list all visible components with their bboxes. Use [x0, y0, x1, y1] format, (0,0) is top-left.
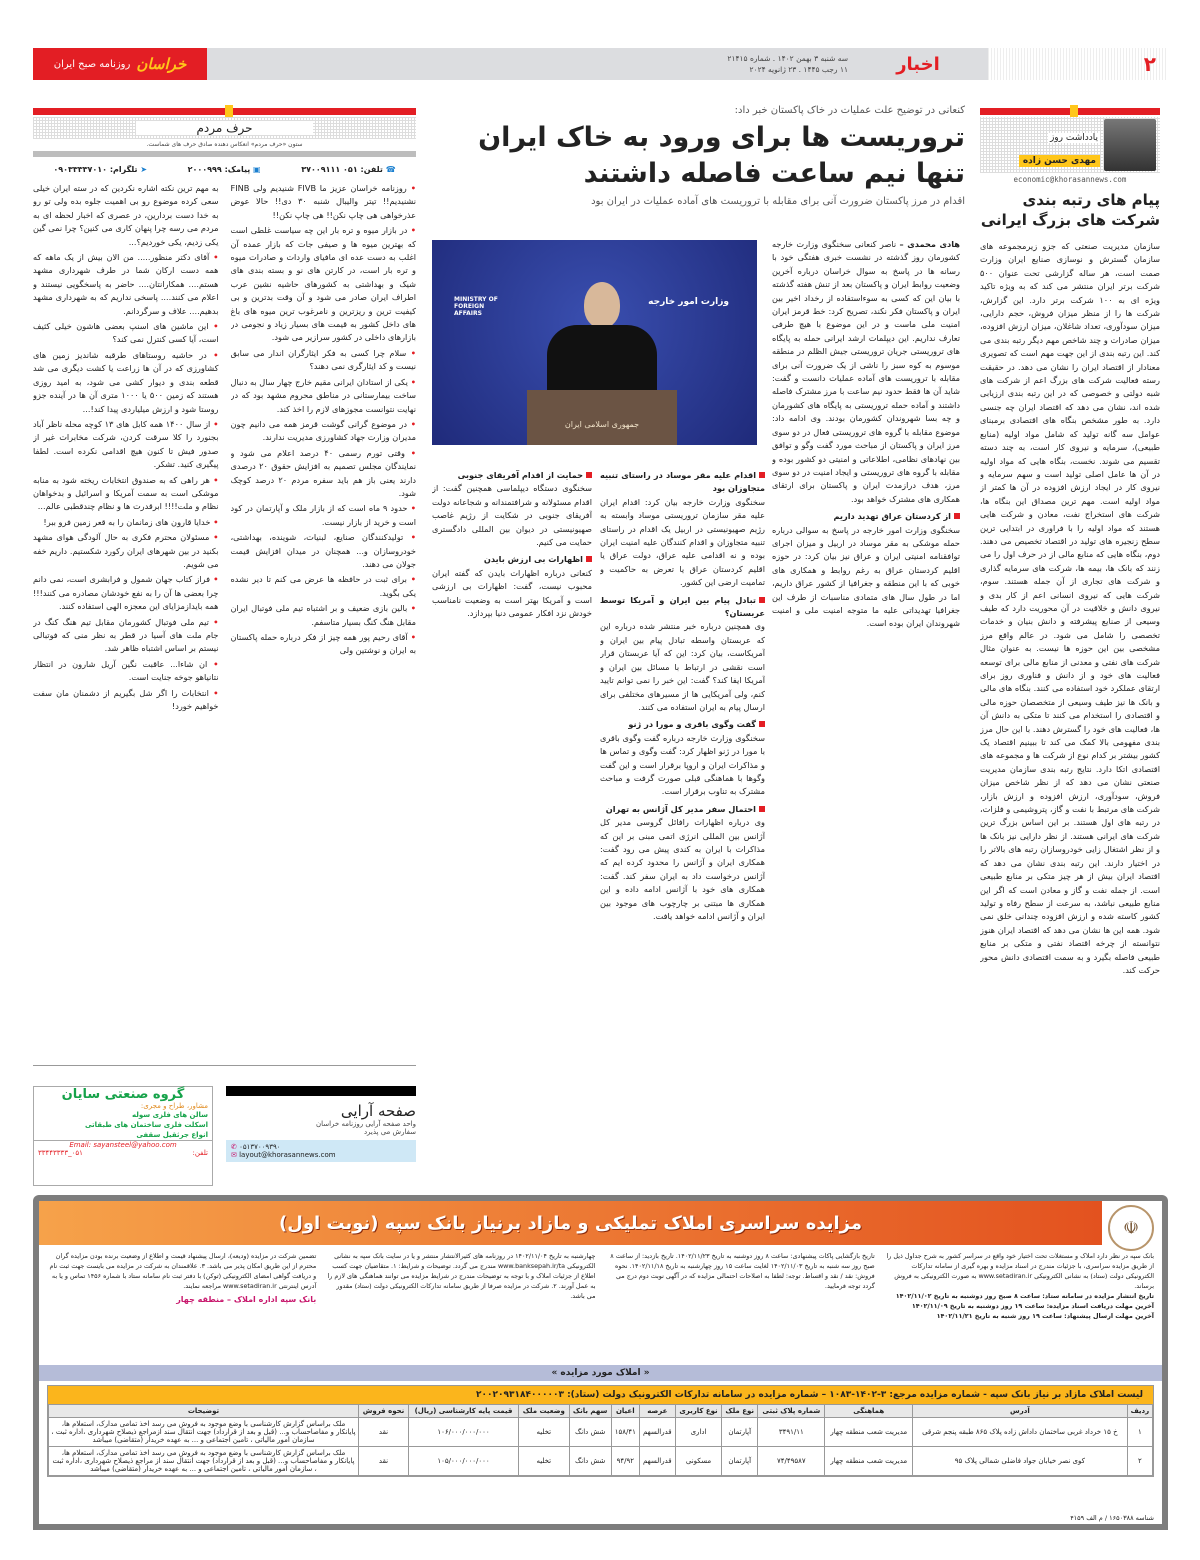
- col-header: عرصه: [639, 1405, 675, 1418]
- col-header: نحوه فروش: [359, 1405, 409, 1418]
- people-col-right: [231, 182, 417, 1042]
- divider: [33, 151, 416, 157]
- comment: • آقای دکتر منظور..... من الان بیش از یک ماهه که همه دست ارکان شما در طرف شهرداری مشهد هستم.... همکارانتان.... حاضر به پاسخگویی نیستند و اعلام می کنند.... پاسخی نداریم که به شهرداری مشهد بدهیم.... علاف و سرگردانم.: [33, 251, 219, 318]
- subtext-south-africa: سخنگوی دستگاه دیپلماسی همچنین گفت: از اقدام مسئولانه و شرافتمندانه و شجاعانه دولت آفریقای جنوبی در شکایت از رژیم غاصب صهیونیستی در دیوان بین المللی دادگستری حمایت می کنیم.: [432, 483, 592, 548]
- comment: • در حاشیه روستاهای طرقبه شاندیز زمین های کشاورزی که در آن ها زراعت یا کشت دیگری می شد قطعه بندی و دیوار کشی می شود، به امید روزی هستند که زمین ۵۰۰ یا ۱۰۰۰ متری آن ها در آینده جزو روستا شود و ارزش میلیاردی پیدا کند!...: [33, 349, 219, 416]
- cell: ملک براساس گزارش کارشناسی با وضع موجود به فروش می رسد اخذ تمامی مدارک، استعلام ها، پایانکار و مفاصاحساب و... (قبل و بعد از قرارداد) جهت انتقال سند از مراجع ذیصلاح شهرداری ،اداره ثبت ، سازمان امور مالیاتی ، تامین اجتماعی و ... به عهده خریدار (متقاضی) میباشد: [49, 1447, 359, 1476]
- cell: ۷۴/۴۹۵۸۷: [758, 1447, 825, 1476]
- col-header: ردیف: [1127, 1405, 1152, 1418]
- comment: • تیم ملی فوتبال کشورمان مقابل تیم هنگ کنگ در جام ملت های آسیا در قطر به نظر منی که فوتبالی نیستم بر اساس اشتباه ظاهر شد.: [33, 616, 219, 656]
- phone-icon: ☎: [385, 165, 396, 174]
- comment: • خدایا قارون های زمانمان را به قعر زمین فرو ببر!: [33, 516, 219, 529]
- col-header: توضیحات: [49, 1405, 359, 1418]
- page-number: ۲: [988, 48, 1168, 80]
- auction-ad: [33, 1195, 1168, 1530]
- phone-label: تلفن:: [360, 165, 383, 174]
- subhead-iaea: احتمال سفر مدیر کل آژانس به تهران: [600, 803, 765, 816]
- layout-ad-title: صفحه آرایی: [340, 1102, 416, 1120]
- lead-col-3: [432, 465, 592, 1165]
- cell: ۱: [1127, 1418, 1152, 1447]
- sms-icon: ▣: [253, 165, 261, 174]
- lead-headline-2: تنها نیم ساعت فاصله داشتند: [583, 158, 965, 189]
- phone-icon: ✆: [231, 1143, 237, 1151]
- col-header: شماره پلاک ثبتی: [758, 1405, 825, 1418]
- telegram-contact[interactable]: [53, 165, 147, 174]
- comment: • سلام چرا کسی به فکر ایثارگران اندار می سابق نیست و کد ایثارگری نمی دهند؟: [231, 347, 417, 374]
- sayan-services: [34, 1110, 212, 1140]
- comment: • مسئولان محترم فکری به حال آلودگی هوای مشهد بکنید در بین شهرهای ایران رکورد شکستیم. داریم خفه می شویم.: [33, 531, 219, 571]
- cell: مدیریت شعب منطقه چهار: [825, 1447, 913, 1476]
- properties-table: [48, 1404, 1153, 1476]
- sms-label: پیامک:: [224, 165, 251, 174]
- cell: تخلیه: [519, 1447, 569, 1476]
- opinion-column: [980, 108, 1160, 1100]
- auction-col4: [47, 1251, 316, 1359]
- sayan-sub: مشاور، طراح و مجری:: [140, 1102, 208, 1110]
- podium: [527, 390, 677, 445]
- opinion-title: پیام های رتبه بندی شرکت های بزرگ ایرانی: [980, 191, 1160, 229]
- table-row: [49, 1447, 1153, 1476]
- people-body: [33, 182, 416, 1042]
- lead-col-2: [600, 465, 765, 1165]
- sayan-email[interactable]: Email: sayansteel@yahoo.com: [34, 1140, 212, 1149]
- date-line-1: سه شنبه ۳ بهمن ۱۴۰۲ . شماره ۲۱۴۱۵: [727, 54, 848, 63]
- comment: • این ماشین های اسنپ بعضی هاشون خیلی کثیف است، آیا کسی کنترل نمی کند؟: [33, 320, 219, 347]
- auction-inner: [39, 1201, 1162, 1524]
- telegram-number: ۰۹۰۳۳۳۳۷۰۱۰: [53, 165, 108, 174]
- col-header: اعیان: [611, 1405, 639, 1418]
- people-header: [33, 117, 416, 139]
- date-line-2: ۱۱ رجب ۱۴۴۵ . ۲۳ ژانویه ۲۰۲۴: [749, 65, 848, 74]
- cell: ۱۰۵/۰۰۰/۰۰۰/۰۰۰: [408, 1447, 518, 1476]
- lead-headline-1: تروریست ها برای ورود به خاک ایران: [478, 122, 965, 153]
- issue-date: [207, 48, 848, 80]
- layout-ad-line2: سفارش می پذیرد: [363, 1128, 416, 1136]
- subhead-mossad: اقدام علیه مقر موساد در راستای تنبیه متجاوزان بود: [600, 469, 765, 496]
- auction-col2: تاریخ بازگشایی پاکات پیشنهادی: ساعت ۸ روز دوشنبه به تاریخ ۱۴۰۲/۱۱/۲۳. تاریخ بازدید: از ساعت ۸ صبح روز سه شنبه به تاریخ ۱۴۰۲/۱۱/۰۳ لغایت ساعت ۱۵ روز چهارشنبه به تاریخ ۱۴۰۲/۱۱/۱۸. نحوه فروش: نقد / نقد و اقساط. توجه: لطفا به اصلاحات احتمالی مزایده که در آگهی نوبت دوم درج می گردد توجه فرمایید.: [610, 1252, 875, 1290]
- comment: • یکی از استادان ایرانی مقیم خارج چهار سال به دنبال ساخت بیمارستانی در مناطق محروم مشهد بود که در نهایت نتوانست مجوزهای لازم را اخذ کند.: [231, 376, 417, 416]
- cell: ۱۵۸/۴۱: [611, 1418, 639, 1447]
- ads-area: [33, 1065, 416, 1190]
- property-table: [47, 1385, 1154, 1477]
- comment: به مهم ترین نکته اشاره نکردین که در سته ایران خیلی سعی کرده موضوع رو بی اهمیت جلوه بده ولی تو رو به خدا دست بردارین، در عصری که اخبار لحظه ای به مردم می رسه چرا پنهان کاری می کنین؟ چرا نمی گین یکی زدیم، یکی خوردیم؟...: [33, 183, 219, 247]
- opinion-body: سازمان مدیریت صنعتی که جزو زیرمجموعه های سازمان گسترش و نوسازی صنایع ایران وزارت صمت است، هر ساله گزارشی تحت عنوان ۵۰۰ شرکت برتر ایران منتشر می کند که به ویژه تاکید ویژه ای به ۱۰۰ شرکت برتر دارد. این گزارش، شرکت ها را از منظر میزان فروش، حجم دارایی، میزان سودآوری، تعداد شاغلان، میزان ارزش افزوده، میزان صادرات و چند شاخص مهم دیگر رتبه بندی می کند. این رتبه بندی از این جهت مهم است که تصویری معنادار از اقتصاد ایران را نشان می دهد. در حقیقت رسته فعالیت شرکت های بزرگ اعم از شرکت های شبه دولتی و خصوصی که در این رتبه بندی ارزیابی شده اند، نشان می دهد که اقتصاد ایران چه جنسی دارد. به طور مشخص بنگاه های اقتصادی برمبنای عوامل سه گانه تولید که شامل مواد اولیه (منابع طبیعی)، سرمایه و نیروی کار است، به چند دسته تقسیم می شوند. نخست، بنگاه هایی که مواد اولیه در آن ها عامل اصلی تولید است و سهم سرمایه و نیروی کار در ایجاد ارزش افزوده در آن ها کمتر از مواد اولیه است. مهم ترین مصداق این بنگاه ها، شرکت های استخراج نفت، معادن و شرکت هایی هستند که مواد اولیه را با فراوری در ابتدایی ترین سطح زنجیره های تولید در اقتصاد تخصیص می دهند. دوم، بنگاه هایی که منابع مالی از در حرف اول را می زنند که بانک ها، بیمه ها، شرکت های سرمایه گذاری و شرکت های تجاری از آن جمله هستند. سوم، شرکت هایی که نیروی انسانی اعم از کار بدی و نیروی دانش و خلاقیت در آن محوریت دارد که طیف وسیعی از صنایع پیشرفته و دانش بنیان و خدمات تخصصی را شامل می شود. در عالم واقع مرز مشخصی بین این حوزه ها نیست. به عنوان مثال شرکت های نفتی و معدنی از منابع مالی برای توسعه فعالیت های خود و از دانش و فناوری روز برای ارتقای عملکرد خود استفاده می کنند. بنگاه های مالی و بانک ها نیز طیف وسیعی از متخصصان حوزه مالی و اقتصادی را استخدام می کنند تا متکی به دانش آن ها، فعالیت های خود را گسترش دهند. با این حال مرز بندی مفهومی بالا کمک می کند تا ببینیم اقتصاد یک کشور بیشتر بر کدام نوع از شرکت ها و مجموعه های اقتصادی اتکا دارد. نتایج رتبه بندی سازمان مدیریت صنعتی نشان می دهد که از نظر شاخص میزان فروش، سودآوری، ارزش افزوده و ارزش بازار، شرکت های مرتبط با نفت و گاز، پتروشیمی و فلزات، در رتبه های اول هستند. بر این اساس بزرگ ترین شرکت های ایرانی هستند. از نظر دارایی نیز بانک ها و از نظر اشتغال زایی خودروسازان رتبه های بالاتر را در اختیار دارند. این رتبه بندی نشان می دهد که اقتصاد ایران بیش از هر چیز متکی بر منابع طبیعی است. از جمله نفت و گاز و معادن است که اگر این منابع طبیعی نباشد، به سرعت از سطح رفاه و تولید کشور کاسته شده و ارزش افزوده چندانی خلق نمی شود. همه این ها نشان می دهد که اقتصاد ایران هنوز نتوانسته از چرخه اقتصاد نفتی و متکی بر منابع طبیعی فاصله بگیرد و به سمت اقتصادی دانش محور حرکت کند.: [980, 241, 1160, 975]
- comment: • تولیدکنندگان صنایع، لبنیات، شوینده، بهداشتی، خودروسازان و... همچنان در میدان افزایش قیمت جولان می دهند.: [231, 531, 417, 571]
- auction-col3: چهارشنبه به تاریخ ۱۴۰۲/۱۱/۰۴ در روزنامه های کثیرالانتشار منتشر و یا در سایت بانک سپه به نشانی الکترونیکی www.banksepah.ir/ta مندرج می گردد. توضیحات و شرایط: ۱. متقاضیان جهت کسب اطلاع از جزئیات املاک و با توجه به توضیحات مندرج در شرایط مزایده می توانند هماهنگی های لازم را به عمل آورند. ۲. شرکت در مزایده صرفا از طریق سامانه تدارکات الکترونیکی دولت (ستاد) مقدور می باشد.: [327, 1252, 596, 1300]
- phone-number: ۰۵۱ ۳۷۰۰۹۱۱۱: [301, 165, 358, 174]
- telegram-label: تلگرام:: [109, 165, 138, 174]
- cell: نقد: [359, 1418, 409, 1447]
- lead-kicker: کنعانی در توضیح علت عملیات در خاک پاکستان خبر داد:: [734, 105, 965, 116]
- contact-bar: [33, 165, 416, 174]
- sayan-ad[interactable]: [33, 1086, 213, 1186]
- cell: آپارتمان: [722, 1418, 758, 1447]
- masthead: [33, 48, 1168, 80]
- cell: شش دانگ: [569, 1447, 611, 1476]
- newspaper-logo[interactable]: [33, 48, 207, 80]
- bank-sepah-emblem-icon: ☫: [1108, 1205, 1154, 1251]
- col-header: وضعیت ملک: [519, 1405, 569, 1418]
- lead-col-1: [772, 238, 960, 1158]
- author-email[interactable]: economic@khorasannews.com: [1013, 175, 1127, 184]
- service-item: اسکلت فلزی ساختمان های طبقاتی: [84, 1121, 208, 1129]
- people-col-left: [33, 182, 219, 1042]
- cell: ۹۴/۹۲: [611, 1447, 639, 1476]
- layout-phone[interactable]: ۰۵۱۳۷۰۰۹۳۹۰: [239, 1143, 281, 1151]
- photo-caption-fa: وزارت امور خارجه: [648, 297, 729, 307]
- service-item: سالن های فلزی سوله: [131, 1111, 208, 1119]
- subtext-mossad: سخنگوی وزارت خارجه بیان کرد: اقدام ایران علیه مقر سازمان تروریستی موساد وابسته به رژیم صهیونیستی در اربیل یک اقدام در راستای تنبیه متجاوزان و اقدام کنندگان علیه امنیت ایران بوده و نه اقدامی علیه عراق، دولت عراق یا اقلیم کردستان عراق یا تعرض به حاکمیت و تمامیت ارضی این کشور.: [600, 496, 765, 588]
- comment: • روزنامه خراسان عزیز ما FIVB شنیدیم ولی FINB نشنیدیم!! تیتر والیبال شنبه ۳۰ دی!! حالا عوض عذرخواهی هی چاپ نکن!! هی چاپ نکن!!: [231, 182, 417, 222]
- logo-text: خراسان: [136, 55, 187, 73]
- subtext-iaea: وی درباره اظهارات رافائل گروسی مدیر کل آژانس بین المللی انرژی اتمی مبنی بر این که مذاکرات با ایران به کندی پیش می رود گفت: همکاری ایران و آژانس را محدود کرده ایم که آژانس درخواست داد به ایران سفر کند. گفت: همکاری های خود با آژانس ادامه داده و این همکاری ها مبتنی بر چارچوب های موجود بین ایران و آژانس ادامه خواهد یافت.: [600, 817, 765, 921]
- cell: ۳۴۹۱/۱۱: [758, 1418, 825, 1447]
- col-header: نوع ملک: [722, 1405, 758, 1418]
- cell: مدیریت شعب منطقه چهار: [825, 1418, 913, 1447]
- comment: • بالین بازی ضعیف و بر اشتباه تیم ملی فوتبال ایران مقابل هنگ کنگ بسیار متاسفم.: [231, 602, 417, 629]
- sayan-phone-label: تلفن:: [192, 1149, 208, 1157]
- opinion-header: [980, 117, 1160, 173]
- layout-ad-line1: واحد صفحه آرایی روزنامه خراسان: [315, 1120, 416, 1128]
- col-header: آدرس: [913, 1405, 1128, 1418]
- cell: مسکونی: [675, 1447, 721, 1476]
- col4-text: تضمین شرکت در مزایده (ودیعه)، ارسال پیشنهاد قیمت و اطلاع از وضعیت برنده بودن مزایده گران محترم از این طریق امکان پذیر می باشد. ۳. علاقمندان به شرکت در مزایده می بایست جهت ثبت نام و دریافت گواهی امضای الکترونیکی (توکن) با دفتر ثبت نام سامانه ستاد با شماره ۱۴۵۶ تماس و یا به آدرس اینترنتی www.setadiran.ir مراجعه نمایند.: [49, 1252, 317, 1290]
- auction-details: [39, 1245, 1162, 1365]
- date-submit: آخرین مهلت ارسال پیشنهاد: ساعت ۱۹ روز شنبه به تاریخ ۱۴۰۲/۱۱/۲۱: [936, 1312, 1154, 1320]
- section-title: اخبار: [848, 48, 988, 80]
- lead-subhead: اقدام در مرز پاکستان ضرورت آنی برای مقابله با تروریست های آماده عملیات در ایران بود: [591, 196, 965, 207]
- cell: خ ۱۵ خرداد غربی ساختمان داداش زاده پلاک ۸۶۵ طبقه پنجم شرقی: [913, 1418, 1128, 1447]
- cell: ملک براساس گزارش کارشناسی با وضع موجود به فروش می رسد اخذ تمامی مدارک، استعلام ها، پایانکار و مفاصاحساب و... (قبل و بعد از قرارداد) جهت انتقال سند ازمراجع ذیصلاح شهرداری ،اداره ثبت ، سازمان امور مالیاتی ، تامین اجتماعی و ... به عهده خریدار (متقاضی) میباشد: [49, 1418, 359, 1447]
- comment: • در موضوع گرانی گوشت قرمز همه می دانیم چون مدیران وزارت جهاد کشاورزی مدیریت ندارند.: [231, 418, 417, 445]
- ad-bar: [226, 1086, 416, 1096]
- lead-header: [430, 105, 965, 207]
- comment: • ان شاءا... عاقبت نگین آریل شارون در انتظار نتانیاهو جوخه جنایت است.: [33, 658, 219, 685]
- subhead-kurdistan: از کردستان عراق تهدید داریم: [772, 510, 960, 523]
- sms-contact[interactable]: [188, 165, 261, 174]
- cell: کوی نصر خیابان جواد فاضلی شمالی پلاک ۹۵: [913, 1447, 1128, 1476]
- col-header: قیمت پایه کارشناسی (ریال): [408, 1405, 518, 1418]
- cell: آپارتمان: [722, 1447, 758, 1476]
- col-header: سهم بانک: [569, 1405, 611, 1418]
- subtext-kurdistan: سخنگوی وزارت امور خارجه در پاسخ به سوالی درباره حمله موشکی به مقر موساد در اربیل و میزان اجرای توافقنامه امنیتی ایران و عراق نیز بیان کرد: در حوزه اقلیم کردستان عراق به رغم روابط و همکاری های خوبی که با این منطقه و جغرافیا از کشور عراق داریم، اما در طول سال های متمادی مناسبات از طرف این جغرافیا تهدیداتی علیه ما متوجه امنیت ملی و امنیت شهروندان ایران بوده است.: [772, 524, 960, 629]
- comment: • وقتی تورم رسمی ۴۰ درصد اعلام می شود و نمایندگان مجلس تصمیم به افزایش حقوق ۲۰ درصدی دارند یعنی باز هم باید سفره مردم ۲۰ درصد کوچک شود.: [231, 447, 417, 501]
- lead-text-1: ناصر کنعانی سخنگوی وزارت خارجه کشورمان روز گذشته در نشست خبری هفتگی خود با رسانه ها در پاسخ به سوال خراسان درباره آخرین وضعیت روابط ایران و پاکستان بعد از تنش هفته گذشته با بیان این که کسی به سوءاستفاده از رخداد اخیر بین ایران و پاکستان فکر نکند، تصریح کرد: خط قرمز ایران امنیت ملی ماست و در این موضوع با هیچ طرفی تعارف نداریم. این دیپلمات ارشد ایرانی حمله به پایگاه های تروریستی جریان تروریستی جیش الظلم در منطقه موسوم به کوه سبز را ناشی از یک ضرورت آنی برای مقابله با تروریست های آماده عملیات دانست و گفت: شاید آن ها فقط حدود نیم ساعت با مرز مشترک فاصله داشتند و آماده حمله تروریستی به پایگاه های کشورمان و چه بسا شهروندان کشورمان بودند. وی ادامه داد: موضوع مقابله با گروه های تروریستی فعال در دو سوی مرز ایران و پاکستان از مباحث مورد گفت وگو و توافق بین نهادهای نظامی، اطلاعاتی و امنیتی دو کشور بوده و مقابله با گروه های تروریستی و ایجاد امنیت در دو سوی مرز، هدف درازمدت ایران و پاکستان برای ارتقای همکاری های مشترک خواهد بود.: [772, 239, 960, 504]
- telegram-icon: ➤: [140, 165, 148, 174]
- subhead-saudi: تبادل پیام بین ایران و آمریکا توسط عربستان؟: [600, 594, 765, 621]
- cell: تخلیه: [519, 1418, 569, 1447]
- layout-email[interactable]: layout@khorasannews.com: [239, 1151, 336, 1159]
- phone-contact[interactable]: [301, 165, 396, 174]
- layout-ad[interactable]: [226, 1086, 416, 1186]
- table-header-row: [49, 1405, 1153, 1418]
- auction-banner: [39, 1201, 1102, 1245]
- intro-text: بانک سپه در نظر دارد املاک و مستغلات تحت اختیار خود واقع در سراسر کشور به شرح جداول ذیل را از طریق مزایده سراسری، با جزئیات مندرج در اسناد مزایده و بهره گیری از سامانه تدارکات الکترونیکی دولت (ستاد) به نشانی الکترونیکی www.setadiran.ir به صورت الکترونیکی به فروش برساند.: [886, 1252, 1154, 1290]
- property-list-banner: « املاک مورد مزایده »: [39, 1365, 1162, 1381]
- col-header: نوع کاربری: [675, 1405, 721, 1418]
- comment: • در بازار میوه و تره بار این چه سیاست غلطی است که بهترین میوه ها و صیفی جات که بازار عمده آن اغلب به دست عده ای مافیای واردات و صادرات میوه و تره بار است، در کارتن های نو و بسته بندی های شیک و بهداشتی به کشورهای حاشیه نشین عرب اطراف ایران صادر می شود و آن وقت بدترین و بی کیفیت ترین و ریزترین و نامرغوب ترین میوه های باغ های داخل کشور به قیمت های بسیار زیاد و نجومی در بازارهای داخلی در کشور سرازیر می شود.: [231, 224, 417, 345]
- spokesperson-head: [584, 282, 620, 328]
- comment: • حدود ۹ ماه است که از بازار ملک و آپارتمان در کود است و خرید از بازار نیست.: [231, 502, 417, 529]
- sayan-phone-row: [34, 1149, 212, 1157]
- comment: • هر راهی که به صندوق انتخابات ریخته شود به منابه موشکی است به سمت آمریکا و اسرائیل و بدخواهان نظام و ملت!!!! ابرقدرت ها و نظام چندقطبی عالم...: [33, 474, 219, 514]
- date-publish: تاریخ انتشار مزایده در سامانه ستاد: ساعت ۸ صبح روز دوشنبه به تاریخ ۱۴۰۲/۱۱/۰۲: [895, 1292, 1154, 1300]
- opinion-redbar: [980, 108, 1160, 115]
- subhead-geneva: گفت وگوی باقری و مورا در ژنو: [600, 718, 765, 731]
- layout-ad-contact: [226, 1140, 416, 1162]
- cell: قدرالسهم: [639, 1447, 675, 1476]
- opinion-kicker: یادداشت روز: [1049, 133, 1098, 143]
- comment: • انتخابات را اگر شل بگیریم از دشمنان مان سفت خواهیم خورد!: [33, 687, 219, 714]
- subhead-biden: اظهارات بی ارزش بایدن: [432, 553, 592, 566]
- lead-photo[interactable]: [432, 240, 757, 445]
- podium-text: جمهوری اسلامی ایران: [564, 420, 640, 429]
- photo-caption-en: MINISTRY OF FOREIGN AFFAIRS: [454, 296, 498, 317]
- comment: • آقای رحیم پور همه چیز از فکر درباره حمله پاکستان به ایران و نوشتین ولی: [231, 631, 417, 658]
- author-photo: [1104, 119, 1156, 171]
- sayan-title: گروه صنعتی سایان: [61, 1087, 185, 1102]
- ad-identifier: شناسه ۱۶۵۰۳۸۸ / م الف ۴۱۵۹: [1070, 1514, 1154, 1522]
- cell: اداری: [675, 1418, 721, 1447]
- service-item: انواع جرثقیل سقفی: [136, 1131, 208, 1139]
- subhead-south-africa: حمایت از اقدام آفریقای جنوبی: [432, 469, 592, 482]
- spokesperson-body: [547, 325, 657, 395]
- cell: شش دانگ: [569, 1418, 611, 1447]
- auction-intro: [885, 1251, 1154, 1359]
- people-title: حرف مردم: [136, 121, 312, 135]
- people-column: [33, 108, 416, 1042]
- author-name: مهدی حسن زاده: [1019, 155, 1100, 167]
- subtext-saudi: وی همچنین درباره خبر منتشر شده درباره این که عربستان واسطه تبادل پیام بین ایران و آمریکاست، بیان کرد: این که آیا عربستان قرار است نقشی در ارتباط با مسائل بین ایران و آمریکا ایفا کند؟ گفت: این خبر را نمی توانم تایید کنم، ولی آمریکایی ها از مسیرهای مختلفی برای ارسال پیام به ایران استفاده می کنند.: [600, 621, 765, 712]
- col-header: هماهنگی: [825, 1405, 913, 1418]
- table-title: لیست املاک مازاد بر نیاز بانک سپه - شماره مزایده مرجع: ۳-۱۴۰۲-۱۰۸۳ – شماره مزایده در سامانه تدارکات الکترونیک دولت (ستاد): ۲۰۰۲۰۹۳۱۸۴۰۰۰۰۰۳: [48, 1386, 1153, 1404]
- sms-number: ۲۰۰۰۹۹۹: [187, 165, 222, 174]
- comment: • از سال ۱۴۰۰ همه کابل های ۱۳ کوچه محله ناظر آباد بجنورد را کلا سرقت کردن، شرکت مخابرات غیر از صدور فیش تا کنون هیچ اقدامی نکرده است. لطفا پیگیری کنید. تشکر.: [33, 418, 219, 472]
- cell: ۲: [1127, 1447, 1152, 1476]
- cell: نقد: [359, 1447, 409, 1476]
- cell: ۱۰۶/۰۰۰/۰۰۰/۰۰۰: [408, 1418, 518, 1447]
- date-docs: آخرین مهلت دریافت اسناد مزایده: ساعت ۱۹ روز دوشنبه به تاریخ ۱۴۰۲/۱۱/۰۹: [911, 1302, 1154, 1310]
- auction-title: مزایده سراسری املاک تملیکی و مازاد برنیاز بانک سپه (نوبت اول): [278, 1212, 863, 1234]
- table-row: [49, 1418, 1153, 1447]
- comment: • برای ثبت در حافظه ها عرض می کنم تا دیر نشده یکی بگوید.: [231, 573, 417, 600]
- people-subtitle: ستون «حرف مردم» انعکاس دهنده صادق حرف های شماست.: [146, 141, 303, 148]
- cell: قدرالسهم: [639, 1418, 675, 1447]
- subtext-geneva: سخنگوی وزارت خارجه درباره گفت وگوی باقری با مورا در ژنو اظهار کرد: گفت وگوی و تماس ها و مذاکرات ایران و اروپا برقرار است و این گفت وگوها با هماهنگی قبلی صورت گرفت و مباحث مشترک به تناوب برقرار است.: [600, 732, 765, 797]
- mail-icon: ✉: [231, 1151, 237, 1159]
- people-redbar: [33, 108, 416, 115]
- auction-signature: بانک سپه اداره املاک – منطقه چهار: [176, 1295, 317, 1304]
- comment: • فراز کتاب جهان شمول و فرابشری است، نمی دانم چرا بعضی ها آن را به نفع خودشان مصادره می کنند!!! همه بایدازمزایای این معجزه الهی استفاده کنند.: [33, 573, 219, 613]
- byline: هادی محمدی –: [899, 239, 960, 249]
- subtext-biden: کنعانی درباره اظهارات بایدن که گفته ایران محبوب نیست، گفت: اظهارات بی ارزشی است و آمریکا بهتر است به وضعیت نامناسب خودش نزد افکار عمومی دنیا بپردازد.: [432, 567, 592, 619]
- tagline: روزنامه صبح ایران: [53, 58, 131, 70]
- sayan-phone[interactable]: ۰۵۱_۳۳۴۴۳۳۳۳: [38, 1149, 83, 1157]
